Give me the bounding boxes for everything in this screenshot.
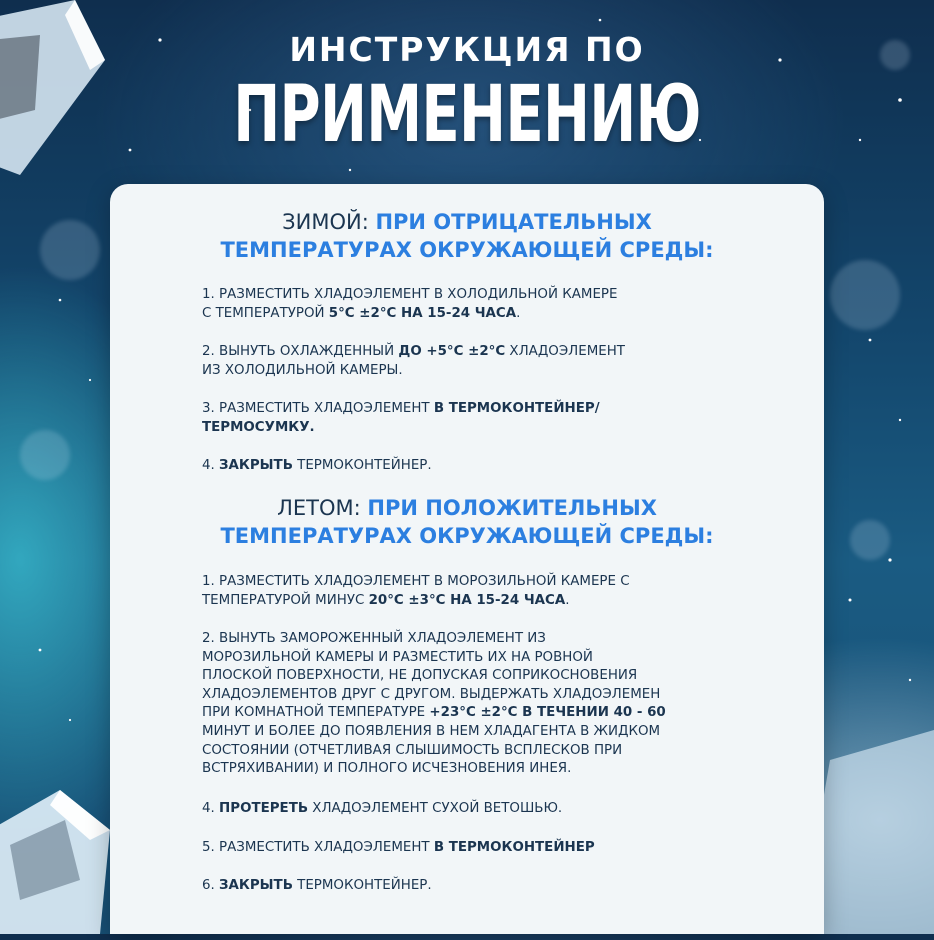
page-title-line2: ПРИМЕНЕНИЮ [233, 70, 701, 160]
winter-step-4: 4. ЗАКРЫТЬ ТЕРМОКОНТЕЙНЕР. [202, 458, 432, 473]
instruction-card [110, 184, 824, 934]
summer-step-4: 4. ПРОТЕРЕТЬ ХЛАДОЭЛЕМЕНТ СУХОЙ ВЕТОШЬЮ. [202, 801, 563, 816]
summer-step-5: 5. РАЗМЕСТИТЬ ХЛАДОЭЛЕМЕНТ В ТЕРМОКОНТЕЙНЕР [202, 840, 595, 855]
summer-step-2: 2. ВЫНУТЬ ЗАМОРОЖЕННЫЙ ХЛАДОЭЛЕМЕНТ ИЗ МОРОЗИЛЬНОЙ КАМЕРЫ И РАЗМЕСТИТЬ ИХ НА РОВНОЙ ПЛОСКОЙ ПОВЕРХНОСТИ, НЕ ДОПУСКАЯ СОПРИКОСНОВЕНИЯ ХЛАДОЭЛЕМЕНТОВ ДРУГ С ДРУГОМ. ВЫДЕРЖАТЬ ХЛАДОЭЛЕМЕН ПРИ КОМНАТНОЙ ТЕМПЕРАТУРЕ +23°C ±2°C В ТЕЧЕНИИ 40 - 60 МИНУТ И БОЛЕЕ ДО ПОЯВЛЕНИЯ В НЕМ ХЛАДАГЕНТА В ЖИДКОМ СОСТОЯНИИ (ОТЧЕТЛИВАЯ СЛЫШИМОСТЬ ВСПЛЕСКОВ ПРИ ВСТРЯХИВАНИИ) И ПОЛНОГО ИСЧЕЗНОВЕНИЯ ИНЕЯ. [202, 631, 666, 777]
winter-heading-line2: ТЕМПЕРАТУРАХ ОКРУЖАЮЩЕЙ СРЕДЫ: [220, 238, 714, 262]
summer-step-1: 1. РАЗМЕСТИТЬ ХЛАДОЭЛЕМЕНТ В МОРОЗИЛЬНОЙ КАМЕРЕ С ТЕМПЕРАТУРОЙ МИНУС 20°C ±3°C НА 15-24 ЧАСА. [202, 574, 630, 608]
summer-step-6: 6. ЗАКРЫТЬ ТЕРМОКОНТЕЙНЕР. [202, 878, 432, 893]
summer-heading [110, 494, 824, 550]
winter-heading-lead: ЗИМОЙ: [282, 210, 376, 234]
page-title-line1: ИНСТРУКЦИЯ ПО [289, 30, 645, 69]
summer-heading-lead: ЛЕТОМ: [277, 496, 368, 520]
winter-heading-line1: ПРИ ОТРИЦАТЕЛЬНЫХ [375, 210, 652, 234]
summer-heading-line1: ПРИ ПОЛОЖИТЕЛЬНЫХ [367, 496, 657, 520]
winter-step-3: 3. РАЗМЕСТИТЬ ХЛАДОЭЛЕМЕНТ В ТЕРМОКОНТЕЙНЕР/ ТЕРМОСУМКУ. [202, 401, 600, 435]
winter-step-2: 2. ВЫНУТЬ ОХЛАЖДЕННЫЙ ДО +5°C ±2°C ХЛАДОЭЛЕМЕНТ ИЗ ХОЛОДИЛЬНОЙ КАМЕРЫ. [202, 344, 625, 378]
winter-step-1: 1. РАЗМЕСТИТЬ ХЛАДОЭЛЕМЕНТ В ХОЛОДИЛЬНОЙ КАМЕРЕ С ТЕМПЕРАТУРОЙ 5°C ±2°C НА 15-24 ЧАСА. [202, 287, 618, 321]
summer-heading-line2: ТЕМПЕРАТУРАХ ОКРУЖАЮЩЕЙ СРЕДЫ: [220, 524, 714, 548]
winter-heading [110, 208, 824, 264]
